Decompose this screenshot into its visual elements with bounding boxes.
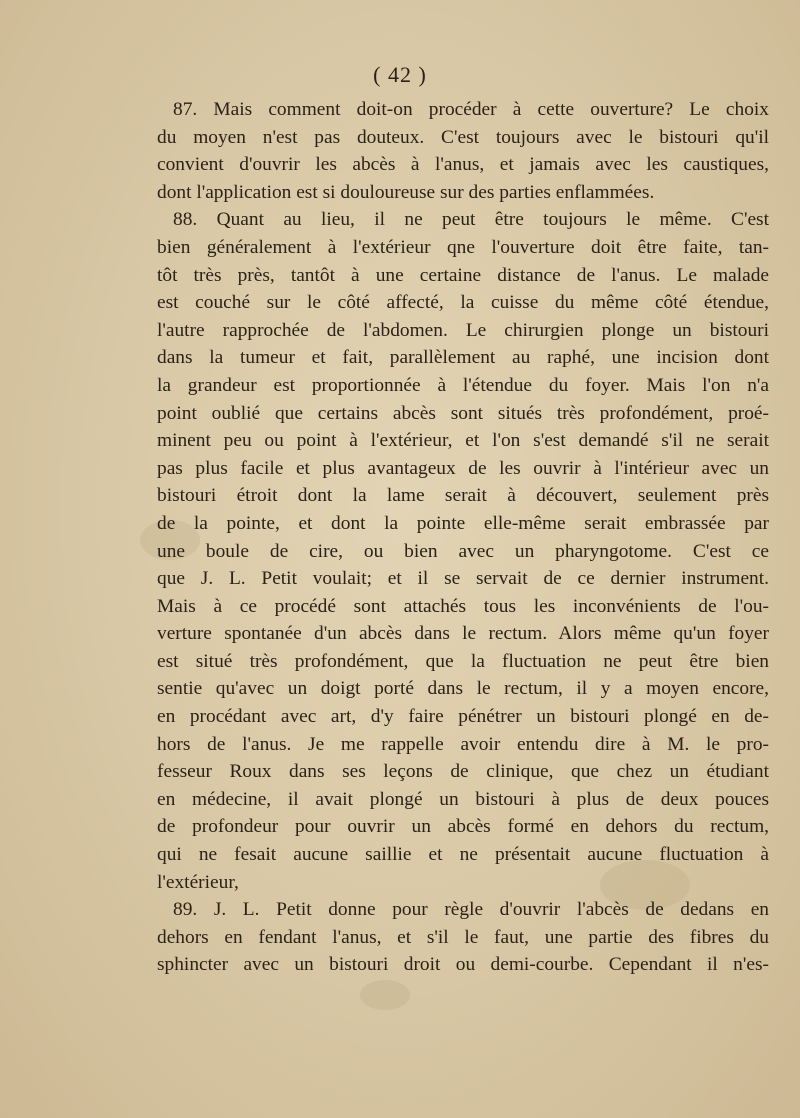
paragraph-88-line: en procédant avec art, d'y faire pénétrer un bistouri plongé en de- (157, 706, 769, 728)
paragraph-87-line: 87. Mais comment doit-on procéder à cette ouverture? Le choix (173, 99, 769, 120)
paragraph-88-line: est couché sur le côté affecté, la cuisse du même côté étendue, (157, 292, 769, 314)
paragraph-88-line: que J. L. Petit voulait; et il se servait de ce dernier instrument. (157, 568, 769, 590)
paragraph-88-line: minent peu ou point à l'extérieur, et l'on s'est demandé s'il ne serait (157, 430, 769, 452)
paragraph-88-line: est situé très profondément, que la fluctuation ne peut être bien (157, 650, 769, 672)
paragraph-87-line: du moyen n'est pas douteux. C'est toujours avec le bistouri qu'il (157, 126, 769, 148)
paragraph-88-line: point oublié que certains abcès sont situés très profondément, proé- (157, 402, 769, 424)
paragraph-87-line: dont l'application est si douloureuse sur des parties enflammées. (157, 181, 655, 203)
paragraph-88-line: l'extérieur, (157, 871, 239, 893)
paragraph-88-line: de profondeur pour ouvrir un abcès formé en dehors du rectum, (157, 816, 769, 838)
paragraph-88-line: fesseur Roux dans ses leçons de clinique, que chez un étudiant (157, 761, 769, 783)
paragraph-88-line: 88. Quant au lieu, il ne peut être toujours le même. C'est (173, 209, 769, 231)
paragraph-88-line: hors de l'anus. Je me rappelle avoir entendu dire à M. le pro- (157, 733, 769, 755)
paragraph-88-line: bien généralement à l'extérieur qne l'ouverture doit être faite, tan- (157, 236, 769, 258)
paper-stain (360, 980, 410, 1010)
paragraph-89-line: dehors en fendant l'anus, et s'il le faut, une partie des fibres du (157, 926, 769, 948)
paragraph-88-line: tôt très près, tantôt à une certaine distance de l'anus. Le malade (157, 264, 769, 286)
paragraph-88-line: bistouri étroit dont la lame serait à découvert, seulement près (157, 485, 769, 507)
paragraph-88-line: la grandeur est proportionnée à l'étendue du foyer. Mais l'on n'a (157, 374, 769, 396)
paragraph-87-line: convient d'ouvrir les abcès à l'anus, et jamais avec les caustiques, (157, 154, 769, 176)
paragraph-88-line: dans la tumeur et fait, parallèlement au raphé, une incision dont (157, 347, 769, 369)
page-number: ( 42 ) (373, 62, 427, 87)
body-text (157, 96, 769, 979)
paragraph-88-line: verture spontanée d'un abcès dans le rectum. Alors même qu'un foyer (157, 623, 769, 645)
paragraph-88-line: l'autre rapprochée de l'abdomen. Le chirurgien plonge un bistouri (157, 319, 769, 341)
paragraph-88-line: en médecine, il avait plongé un bistouri à plus de deux pouces (157, 788, 769, 810)
paragraph-89-line: 89. J. L. Petit donne pour règle d'ouvrir l'abcès de dedans en (173, 899, 769, 921)
paragraph-88-line: sentie qu'avec un doigt porté dans le rectum, il y a moyen encore, (157, 678, 769, 700)
paragraph-88-line: une boule de cire, ou bien avec un pharyngotome. C'est ce (157, 540, 769, 562)
paragraph-88-line: qui ne fesait aucune saillie et ne présentait aucune fluctuation à (157, 844, 769, 866)
paragraph-88-line: pas plus facile et plus avantageux de les ouvrir à l'intérieur avec un (157, 457, 769, 479)
paragraph-88-line: Mais à ce procédé sont attachés tous les inconvénients de l'ou- (157, 595, 769, 617)
paragraph-89-line: sphincter avec un bistouri droit ou demi-courbe. Cependant il n'es- (157, 954, 769, 976)
paragraph-88-line: de la pointe, et dont la pointe elle-même serait embrassée par (157, 512, 769, 534)
